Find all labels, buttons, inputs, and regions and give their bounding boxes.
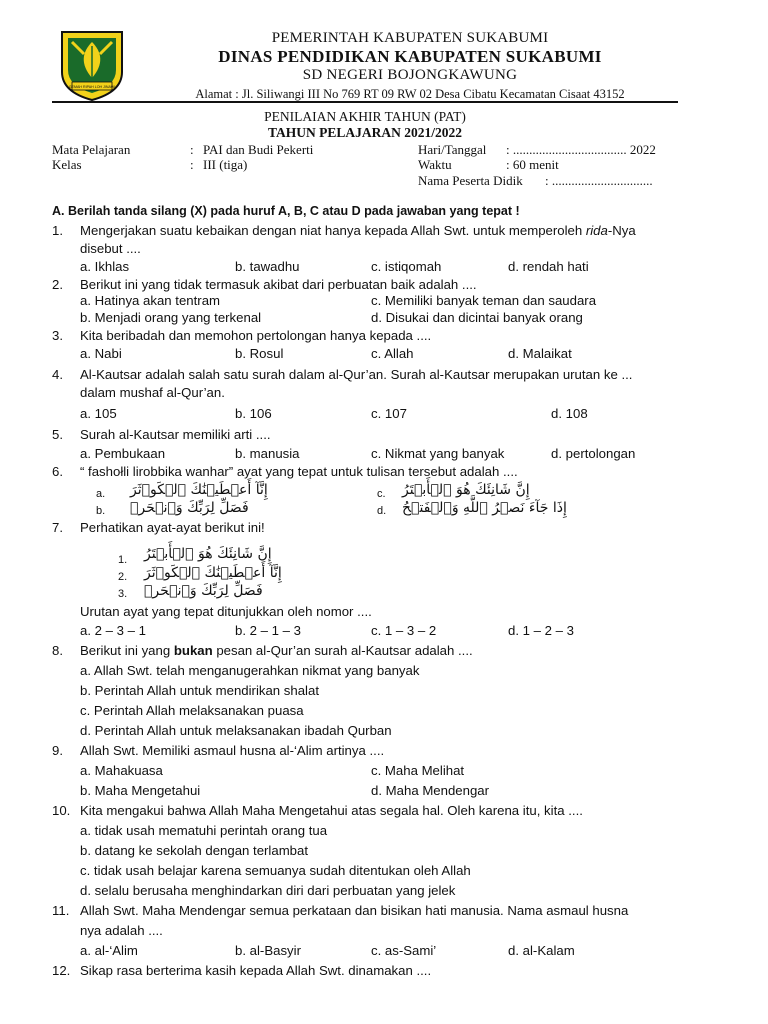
question-text: Surah al-Kautsar memiliki arti ....	[80, 427, 271, 442]
name-value: : ...............................	[545, 173, 653, 188]
verse-item-number: 2.	[118, 571, 128, 583]
option-a[interactable]: a. tidak usah mematuhi perintah orang tua	[80, 823, 328, 838]
option-c[interactable]: c. Allah	[371, 346, 414, 361]
option-c[interactable]: c. 107	[371, 406, 407, 421]
option-b[interactable]: b. Menjadi orang yang terkenal	[80, 310, 262, 325]
option-c[interactable]: c. tidak usah belajar karena semuanya sudah ditentukan oleh Allah	[80, 863, 471, 878]
option-a[interactable]: a. Hatinya akan tentram	[80, 293, 221, 308]
question-text: Kita mengakui bahwa Allah Maha Mengetahui atas segala hal. Oleh karena itu, kita ....	[80, 803, 583, 818]
question-text-italic: rida	[585, 223, 608, 238]
option-a-arabic[interactable]: إِنَّآ أَعۡطَيۡنَٰكَ ٱلۡكَوۡثَرَ	[130, 482, 268, 498]
option-c[interactable]: c. as-Sami’	[371, 943, 437, 958]
time-label: Waktu	[418, 157, 452, 172]
question-text-cont: Urutan ayat yang tepat ditunjukkan oleh nomor ....	[80, 604, 372, 619]
subject-label: Mata Pelajaran	[52, 142, 131, 157]
option-a[interactable]: a. 105	[80, 406, 117, 421]
time-value: : 60 menit	[506, 157, 559, 172]
class-value: III (tiga)	[203, 157, 248, 172]
option-a[interactable]: a. Nabi	[80, 346, 122, 361]
option-d[interactable]: d. pertolongan	[551, 446, 636, 461]
question-text: “ fashołli lirobbika wanhar” ayat yang tepat untuk tulisan tersebut adalah ....	[80, 464, 518, 479]
letterhead-government: PEMERINTAH KABUPATEN SUKABUMI	[271, 30, 549, 46]
option-c[interactable]: c. Nikmat yang banyak	[371, 446, 505, 461]
option-a[interactable]: a. Allah Swt. telah menganugerahkan nikmat yang banyak	[80, 663, 420, 678]
option-d[interactable]: d. Malaikat	[508, 346, 572, 361]
question-number: 4.	[52, 367, 63, 382]
verse-item-arabic: فَصَلِّ لِرَبِّكَ وَٱنۡحَرۡ	[144, 583, 263, 599]
option-b[interactable]: b. tawadhu	[235, 259, 300, 274]
name-label: Nama Peserta Didik	[418, 173, 523, 188]
question-number: 8.	[52, 643, 63, 658]
letterhead-divider	[52, 101, 678, 103]
question-text: Sikap rasa berterima kasih kepada Allah Swt. dinamakan ....	[80, 963, 432, 978]
question-text: Perhatikan ayat-ayat berikut ini!	[80, 520, 265, 535]
option-c-arabic[interactable]: إِنَّ شَانِئَكَ هُوَ ٱلۡأَبۡتَرُ	[402, 482, 530, 498]
option-b[interactable]: b. datang ke sekolah dengan terlambat	[80, 843, 309, 858]
option-c[interactable]: c. Perintah Allah melaksanakan puasa	[80, 703, 304, 718]
question-text-cont: disebut ....	[80, 241, 141, 256]
option-d[interactable]: d. 108	[551, 406, 588, 421]
letterhead-school: SD NEGERI BOJONGKAWUNG	[302, 67, 518, 83]
exam-title: PENILAIAN AKHIR TAHUN (PAT)	[264, 109, 466, 124]
option-c-letter[interactable]: c.	[377, 488, 386, 500]
option-a-letter[interactable]: a.	[96, 488, 106, 500]
option-d[interactable]: d. Maha Mendengar	[371, 783, 490, 798]
option-a[interactable]: a. Pembukaan	[80, 446, 166, 461]
option-b[interactable]: b. Rosul	[235, 346, 284, 361]
option-d[interactable]: d. Perintah Allah untuk melaksanakan ibadah Qurban	[80, 723, 392, 738]
verse-item-number: 1.	[118, 554, 128, 566]
verse-item-arabic: إِنَّ شَانِئَكَ هُوَ ٱلۡأَبۡتَرُ	[144, 546, 272, 562]
option-b[interactable]: b. manusia	[235, 446, 300, 461]
question-text: Kita beribadah dan memohon pertolongan hanya kepada ....	[80, 328, 432, 343]
option-a[interactable]: a. Ikhlas	[80, 259, 130, 274]
question-number: 6.	[52, 464, 63, 479]
subject-value: PAI dan Budi Pekerti	[203, 142, 314, 157]
question-number: 3.	[52, 328, 63, 343]
option-b[interactable]: b. Perintah Allah untuk mendirikan shalat	[80, 683, 319, 698]
question-text-cont: nya adalah ....	[80, 923, 163, 938]
verse-item-number: 3.	[118, 588, 128, 600]
question-text	[80, 222, 636, 240]
option-b[interactable]: b. 2 – 1 – 3	[235, 623, 301, 638]
question-1	[52, 222, 63, 240]
option-b-arabic[interactable]: فَصَلِّ لِرَبِّكَ وَٱنۡحَرۡ	[130, 500, 249, 516]
question-text-bold: bukan	[173, 643, 213, 658]
date-label: Hari/Tanggal	[418, 142, 487, 157]
option-d-letter[interactable]: d.	[377, 505, 387, 517]
question-text: Allah Swt. Maha Mendengar semua perkataan dan bisikan hati manusia. Nama asmaul husna	[80, 903, 629, 918]
question-number: 2.	[52, 277, 63, 292]
letterhead-address: Alamat : Jl. Siliwangi III No 769 RT 09 RW 02 Desa Cibatu Kecamatan Cisaat 43152	[195, 87, 625, 101]
question-text: Berikut ini yang tidak termasuk akibat dari perbuatan baik adalah ....	[80, 277, 477, 292]
question-number: 1.	[52, 223, 63, 238]
option-d[interactable]: d. al-Kalam	[508, 943, 575, 958]
option-a[interactable]: a. 2 – 3 – 1	[80, 623, 146, 638]
logo-motto: GEMAH RIPAH LOH JINAWI	[68, 85, 116, 89]
subject-colon: :	[190, 142, 194, 157]
class-label: Kelas	[52, 157, 82, 172]
question-text: Al-Kautsar adalah salah satu surah dalam al-Qur’an. Surah al-Kautsar merupakan urutan ke ...	[80, 367, 633, 382]
date-value: : ................................... 2022	[506, 142, 656, 157]
question-text-cont: dalam mushaf al-Qur’an.	[80, 385, 225, 400]
question-number: 11.	[52, 903, 70, 918]
option-c[interactable]: c. Maha Melihat	[371, 763, 465, 778]
option-a[interactable]: a. al-‘Alim	[80, 943, 138, 958]
question-text-part: Berikut ini yang	[80, 643, 174, 658]
option-d[interactable]: d. 1 – 2 – 3	[508, 623, 574, 638]
question-text-part: pesan al-Qur’an surah al-Kautsar adalah ....	[212, 643, 473, 658]
option-c[interactable]: c. Memiliki banyak teman dan saudara	[371, 293, 597, 308]
exam-heading	[52, 109, 678, 141]
option-c[interactable]: c. istiqomah	[371, 259, 442, 274]
question-number: 9.	[52, 743, 63, 758]
option-c[interactable]: c. 1 – 3 – 2	[371, 623, 437, 638]
question-number: 5.	[52, 427, 63, 442]
question-text: Allah Swt. Memiliki asmaul husna al-‘Alim artinya ....	[80, 743, 385, 758]
option-d-arabic[interactable]: إِذَا جَآءَ نَصۡرُ ٱللَّهِ وَٱلۡفَتۡحُ	[402, 500, 567, 516]
option-d[interactable]: d. selalu berusaha menghindarkan diri dari perbuatan yang jelek	[80, 883, 456, 898]
question-number: 7.	[52, 520, 63, 535]
option-d[interactable]: d. rendah hati	[508, 259, 589, 274]
letterhead-department: DINAS PENDIDIKAN KABUPATEN SUKABUMI	[218, 47, 602, 66]
option-b[interactable]: b. al-Basyir	[235, 943, 301, 958]
question-text	[80, 642, 473, 660]
letterhead	[130, 30, 690, 102]
option-b[interactable]: b. Maha Mengetahui	[80, 783, 201, 798]
question-number: 12.	[52, 963, 71, 978]
class-colon: :	[190, 157, 194, 172]
question-text-part: -Nya	[607, 223, 636, 238]
verse-item-arabic: إِنَّآ أَعۡطَيۡنَٰكَ ٱلۡكَوۡثَرَ	[144, 565, 282, 581]
option-b[interactable]: b. 106	[235, 406, 272, 421]
question-text-part: Mengerjakan suatu kebaikan dengan niat hanya kepada Allah Swt. untuk memperoleh	[80, 223, 586, 238]
instruction: A. Berilah tanda silang (X) pada huruf A, B, C atau D pada jawaban yang tepat !	[52, 204, 520, 218]
question-number: 10.	[52, 803, 71, 818]
regency-logo-icon	[58, 28, 126, 102]
option-a[interactable]: a. Mahakuasa	[80, 763, 163, 778]
option-d[interactable]: d. Disukai dan dicintai banyak orang	[371, 310, 583, 325]
exam-year: TAHUN PELAJARAN 2021/2022	[267, 125, 462, 140]
option-b-letter[interactable]: b.	[96, 505, 106, 517]
